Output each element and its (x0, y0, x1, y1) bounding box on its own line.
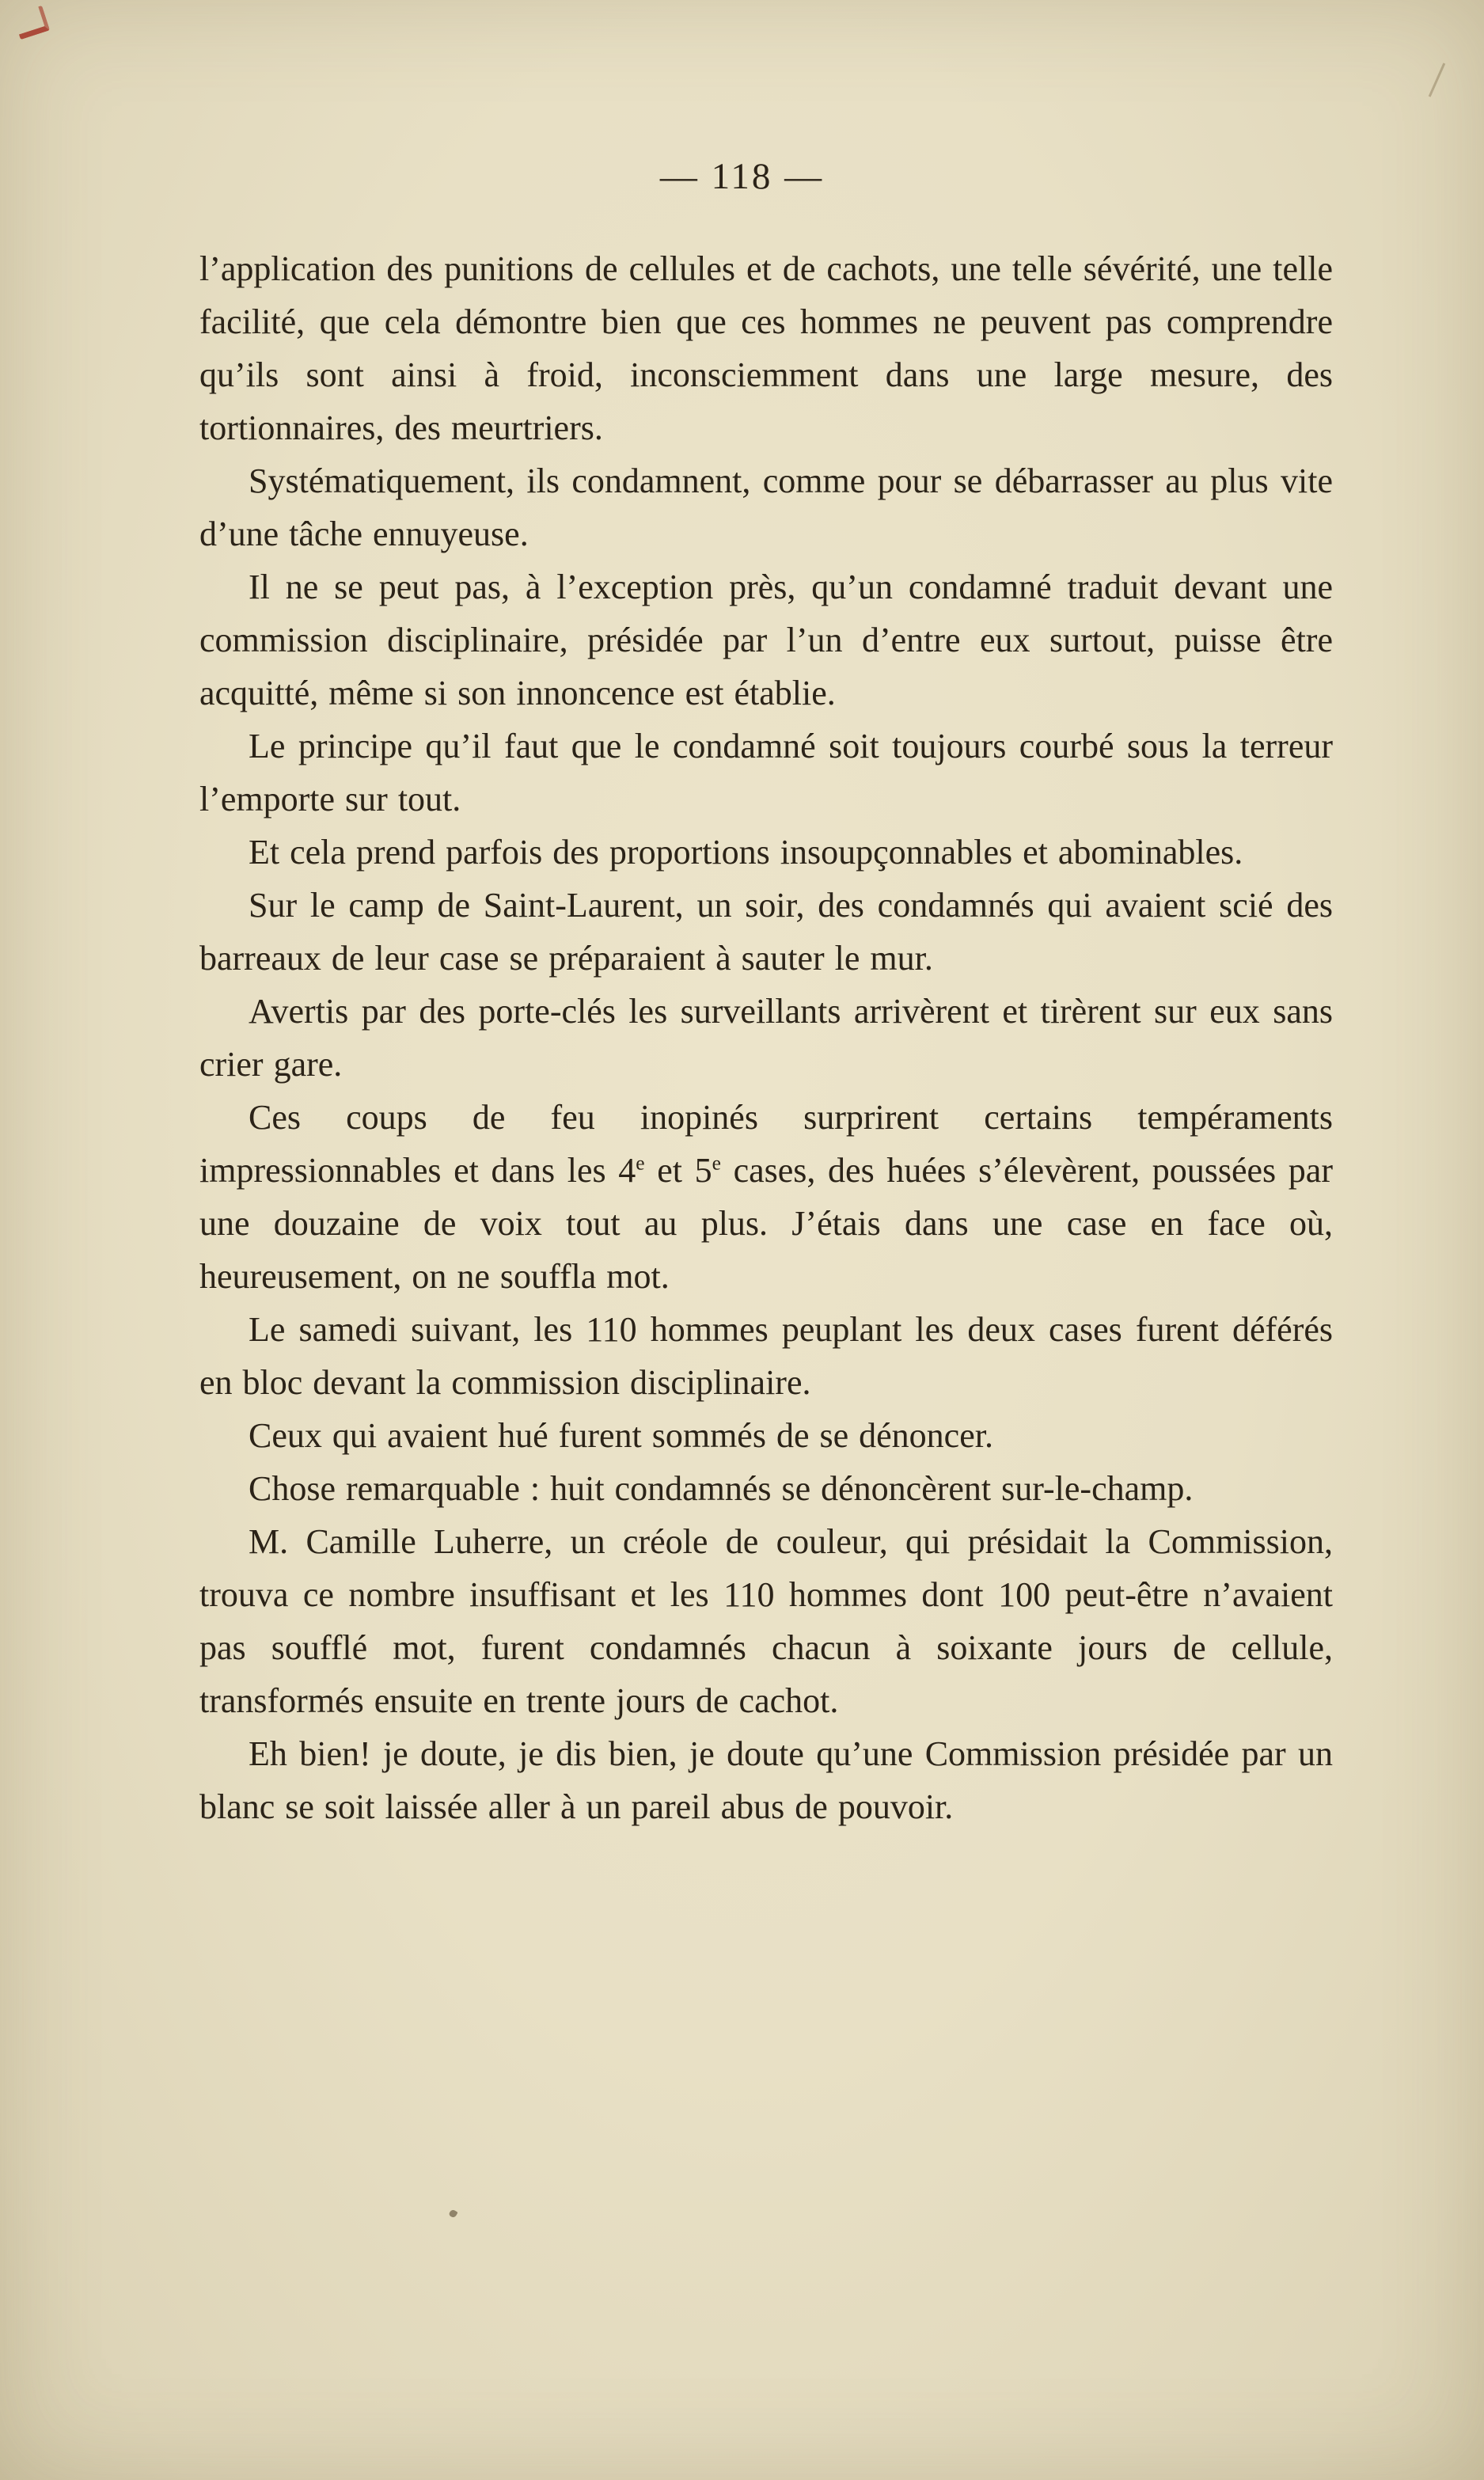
paragraph-text: Ceux qui avaient hué furent sommés de se dénoncer. (249, 1416, 993, 1455)
paragraph-text: cases, des huées s’élevèrent, poussées par une douzaine de voix tout au plus. J’étais dans une case en face où, heureusement, on ne souffla mot. (199, 1151, 1333, 1296)
paragraph (199, 1462, 1333, 1515)
paragraph-text: M. Camille Luherre, un créole de couleur, qui présidait la Commission, trouva ce nombre insuffisant et les 110 hommes dont 100 peut-être n’avaient pas soufflé mot, furent condamnés chacun à soixante jours de cellule, transformés ensuite en trente jours de cachot. (199, 1522, 1333, 1720)
paragraph (199, 1091, 1333, 1303)
paragraph (199, 1409, 1333, 1462)
superscript-text: e (636, 1151, 645, 1175)
paragraph-text: Chose remarquable : huit condamnés se dénoncèrent sur-le-champ. (249, 1469, 1194, 1508)
paragraph-text: Ces coups de feu inopinés surprirent certains tempéraments impressionnables et dans les 4 (199, 1098, 1333, 1190)
paragraph-text: Avertis par des porte-clés les surveillants arrivèrent et tirèrent sur eux sans crier gare. (199, 992, 1333, 1084)
paragraph (199, 1515, 1333, 1727)
red-ink-mark (13, 6, 50, 40)
page-number: — 118 — (659, 156, 825, 197)
paragraph (199, 1303, 1333, 1409)
paragraph (199, 560, 1333, 720)
paragraph-text: Le principe qu’il faut que le condamné soit toujours courbé sous la terreur l’emporte sur tout. (199, 727, 1333, 818)
paragraph (199, 985, 1333, 1091)
paper-speck (448, 2208, 457, 2218)
paragraph-text: et 5 (644, 1151, 712, 1190)
paragraph-text: Et cela prend parfois des proportions insoupçonnables et abominables. (249, 833, 1243, 872)
paper-scratch (1429, 63, 1445, 97)
paragraph (199, 242, 1333, 454)
paragraph-text: Le samedi suivant, les 110 hommes peuplant les deux cases furent déférés en bloc devant la commission disciplinaire. (199, 1310, 1333, 1402)
paragraph-text: Sur le camp de Saint-Laurent, un soir, des condamnés qui avaient scié des barreaux de leur case se préparaient à sauter le mur. (199, 886, 1333, 978)
paragraph (199, 879, 1333, 985)
superscript-text: e (712, 1151, 721, 1175)
paragraph (199, 720, 1333, 826)
text-block (199, 242, 1333, 1833)
paragraph-text: Il ne se peut pas, à l’exception près, qu’un condamné traduit devant une commission disciplinaire, présidée par l’un d’entre eux surtout, puisse être acquitté, même si son innoncence est établie. (199, 568, 1333, 712)
paragraph-text: Systématiquement, ils condamnent, comme pour se débarrasser au plus vite d’une tâche ennuyeuse. (199, 461, 1333, 553)
paragraph (199, 454, 1333, 560)
paragraph (199, 826, 1333, 879)
paragraph-text: Eh bien! je doute, je dis bien, je doute qu’une Commission présidée par un blanc se soit laissée aller à un pareil abus de pouvoir. (199, 1734, 1333, 1826)
paragraph-text: l’application des punitions de cellules et de cachots, une telle sévérité, une telle facilité, que cela démontre bien que ces hommes ne peuvent pas comprendre qu’ils sont ainsi à froid, inconsciemment dans une large mesure, des tortionnaires, des meurtriers. (199, 249, 1333, 447)
paragraph (199, 1727, 1333, 1833)
